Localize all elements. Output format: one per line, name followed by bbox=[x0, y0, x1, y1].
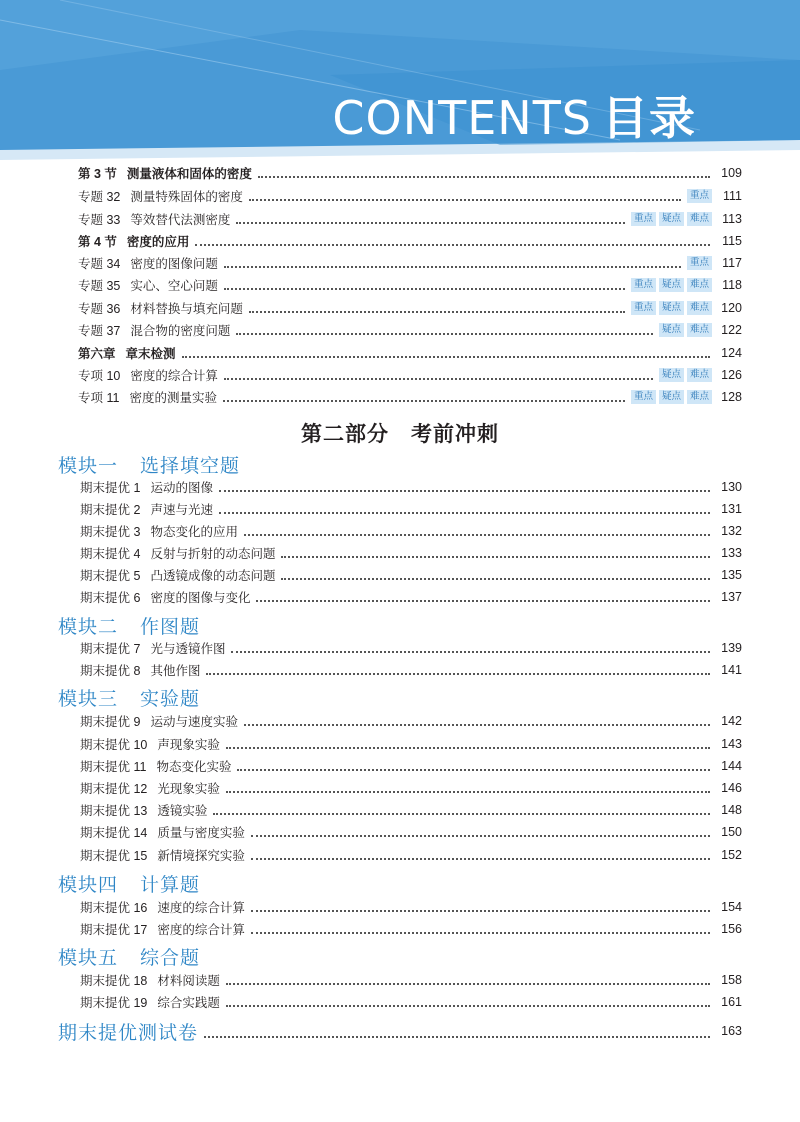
toc-number: 期末提优 6 bbox=[80, 591, 141, 605]
difficulty-tag: 难点 bbox=[687, 368, 712, 382]
leader-dots bbox=[244, 534, 710, 536]
toc-number: 第 3 节 bbox=[78, 167, 117, 181]
tag-group bbox=[631, 278, 712, 292]
toc-row[interactable] bbox=[78, 230, 742, 252]
toc-number: 期末提优 7 bbox=[80, 642, 141, 656]
leader-dots bbox=[182, 356, 710, 358]
toc-row[interactable] bbox=[80, 777, 742, 799]
toc-page-number: 111 bbox=[722, 189, 742, 203]
leader-dots bbox=[224, 266, 681, 268]
toc-page-number: 154 bbox=[721, 900, 742, 914]
toc-number: 专题 33 bbox=[78, 213, 121, 227]
title-latin: CONTENTS bbox=[332, 91, 592, 145]
toc-row[interactable] bbox=[80, 969, 742, 991]
toc-title: 其他作图 bbox=[150, 664, 201, 678]
toc-row[interactable] bbox=[80, 637, 742, 659]
leader-dots bbox=[281, 556, 710, 558]
module-number: 模块四 bbox=[58, 874, 119, 896]
toc-number: 期末提优 14 bbox=[80, 826, 148, 840]
final-test-page: 163 bbox=[721, 1024, 742, 1038]
toc-title: 材料阅读题 bbox=[157, 974, 220, 988]
toc-row[interactable] bbox=[80, 586, 742, 608]
toc-number: 期末提优 12 bbox=[80, 782, 148, 796]
toc-row[interactable] bbox=[80, 498, 742, 520]
toc-page-number: 148 bbox=[721, 803, 742, 817]
difficulty-tag: 难点 bbox=[687, 278, 712, 292]
toc-page-number: 150 bbox=[721, 825, 742, 839]
leader-dots bbox=[244, 724, 710, 726]
toc-page-number: 152 bbox=[721, 848, 742, 862]
toc-title: 密度的图像问题 bbox=[130, 257, 218, 271]
leader-dots bbox=[213, 813, 710, 815]
toc-page-number: 115 bbox=[722, 234, 742, 248]
difficulty-tag: 疑点 bbox=[659, 390, 684, 404]
header-banner bbox=[0, 0, 800, 160]
module-title: 实验题 bbox=[140, 688, 201, 710]
title-chinese: 目录 bbox=[602, 91, 696, 145]
leader-dots bbox=[219, 490, 710, 492]
tag-group bbox=[631, 301, 712, 315]
leader-dots bbox=[251, 858, 710, 860]
difficulty-tag: 疑点 bbox=[659, 301, 684, 315]
difficulty-tag: 疑点 bbox=[659, 278, 684, 292]
toc-number: 期末提优 19 bbox=[80, 996, 148, 1010]
toc-title: 密度的综合计算 bbox=[130, 369, 218, 383]
toc-number: 期末提优 3 bbox=[80, 525, 141, 539]
toc-title: 物态变化的应用 bbox=[150, 525, 238, 539]
toc-page-number: 124 bbox=[721, 346, 742, 360]
toc-number: 专项 10 bbox=[78, 369, 121, 383]
toc-row[interactable] bbox=[80, 821, 742, 843]
toc-title: 光与透镜作图 bbox=[150, 642, 226, 656]
toc-title: 密度的综合计算 bbox=[157, 923, 245, 937]
toc-title: 运动与速度实验 bbox=[150, 715, 238, 729]
toc-title: 测量特殊固体的密度 bbox=[130, 190, 243, 204]
toc-number: 期末提优 8 bbox=[80, 664, 141, 678]
toc-number: 期末提优 5 bbox=[80, 569, 141, 583]
toc-page-number: 122 bbox=[721, 323, 742, 337]
toc-title: 新情境探究实验 bbox=[157, 849, 245, 863]
toc-title: 综合实践题 bbox=[157, 996, 220, 1010]
toc-title: 密度的应用 bbox=[126, 235, 190, 249]
toc-number: 专项 11 bbox=[78, 391, 120, 405]
module-heading[interactable] bbox=[58, 451, 240, 478]
leader-dots bbox=[204, 1036, 710, 1038]
toc-row[interactable] bbox=[80, 733, 742, 755]
toc-number: 期末提优 2 bbox=[80, 503, 141, 517]
toc-number: 期末提优 16 bbox=[80, 901, 148, 915]
toc-title: 测量液体和固体的密度 bbox=[126, 167, 252, 181]
toc-number: 期末提优 9 bbox=[80, 715, 141, 729]
leader-dots bbox=[206, 673, 710, 675]
tag-group bbox=[659, 323, 712, 337]
toc-page-number: 131 bbox=[721, 502, 742, 516]
toc-title: 速度的综合计算 bbox=[157, 901, 245, 915]
toc-row[interactable] bbox=[80, 844, 742, 866]
difficulty-tag: 难点 bbox=[687, 212, 712, 226]
toc-title: 声现象实验 bbox=[157, 738, 220, 752]
difficulty-tag: 重点 bbox=[687, 256, 712, 270]
toc-title: 实心、空心问题 bbox=[130, 279, 218, 293]
final-test-title: 期末提优测试卷 bbox=[58, 1021, 199, 1044]
difficulty-tag: 疑点 bbox=[659, 368, 684, 382]
difficulty-tag: 重点 bbox=[687, 189, 712, 203]
leader-dots bbox=[249, 311, 625, 313]
module-title: 选择填空题 bbox=[140, 455, 241, 477]
toc-row[interactable] bbox=[80, 659, 742, 681]
module-number: 模块五 bbox=[58, 947, 119, 969]
module-title: 作图题 bbox=[140, 616, 201, 638]
toc-page-number: 128 bbox=[721, 390, 742, 404]
toc-row[interactable] bbox=[78, 319, 742, 341]
tag-group bbox=[631, 390, 712, 404]
toc-row[interactable] bbox=[80, 896, 742, 918]
toc-row[interactable] bbox=[80, 564, 742, 586]
part2-heading: 第二部分 考前冲刺 bbox=[301, 422, 499, 446]
difficulty-tag: 重点 bbox=[631, 301, 656, 315]
tag-group bbox=[687, 189, 712, 203]
leader-dots bbox=[251, 835, 710, 837]
toc-row[interactable] bbox=[80, 918, 742, 940]
leader-dots bbox=[226, 983, 710, 985]
toc-title: 物态变化实验 bbox=[156, 760, 232, 774]
leader-dots bbox=[281, 578, 710, 580]
module-heading[interactable] bbox=[58, 943, 200, 970]
toc-page-number: 137 bbox=[721, 590, 742, 604]
toc-page-number: 113 bbox=[722, 212, 742, 226]
leader-dots bbox=[236, 333, 653, 335]
difficulty-tag: 重点 bbox=[631, 212, 656, 226]
toc-page-number: 132 bbox=[721, 524, 742, 538]
leader-dots bbox=[231, 651, 710, 653]
leader-dots bbox=[249, 199, 681, 201]
module-heading[interactable] bbox=[58, 870, 200, 897]
leader-dots bbox=[236, 222, 625, 224]
leader-dots bbox=[224, 288, 625, 290]
leader-dots bbox=[226, 747, 710, 749]
toc-number: 期末提优 10 bbox=[80, 738, 148, 752]
toc-page-number: 109 bbox=[721, 166, 742, 180]
toc-row[interactable] bbox=[80, 991, 742, 1013]
toc-number: 期末提优 1 bbox=[80, 481, 141, 495]
toc-page-number: 144 bbox=[721, 759, 742, 773]
toc-page-number: 141 bbox=[721, 663, 742, 677]
difficulty-tag: 疑点 bbox=[659, 212, 684, 226]
module-title: 综合题 bbox=[140, 947, 201, 969]
toc-row[interactable] bbox=[78, 252, 742, 274]
difficulty-tag: 难点 bbox=[687, 390, 712, 404]
toc-number: 第 4 节 bbox=[78, 235, 117, 249]
toc-title: 运动的图像 bbox=[150, 481, 213, 495]
toc-title: 材料替换与填充问题 bbox=[130, 302, 243, 316]
toc-page-number: 126 bbox=[721, 368, 742, 382]
toc-page-number: 139 bbox=[721, 641, 742, 655]
leader-dots bbox=[226, 1005, 710, 1007]
toc-row[interactable] bbox=[80, 799, 742, 821]
final-test-entry[interactable] bbox=[58, 1018, 742, 1044]
toc-number: 专题 32 bbox=[78, 190, 121, 204]
toc-title: 质量与密度实验 bbox=[157, 826, 245, 840]
leader-dots bbox=[195, 244, 710, 246]
leader-dots bbox=[224, 378, 653, 380]
toc-number: 期末提优 4 bbox=[80, 547, 141, 561]
toc-title: 密度的图像与变化 bbox=[150, 591, 251, 605]
module-number: 模块一 bbox=[58, 455, 119, 477]
leader-dots bbox=[223, 400, 625, 402]
toc-page-number: 161 bbox=[721, 995, 742, 1009]
toc-number: 期末提优 15 bbox=[80, 849, 148, 863]
toc-number: 期末提优 13 bbox=[80, 804, 148, 818]
toc-number: 期末提优 18 bbox=[80, 974, 148, 988]
toc-page-number: 118 bbox=[722, 278, 742, 292]
toc-number: 专题 34 bbox=[78, 257, 121, 271]
module-title: 计算题 bbox=[140, 874, 201, 896]
toc-page-number: 146 bbox=[721, 781, 742, 795]
toc-row[interactable] bbox=[78, 162, 742, 184]
tag-group bbox=[687, 256, 712, 270]
difficulty-tag: 重点 bbox=[631, 390, 656, 404]
toc-number: 专题 36 bbox=[78, 302, 121, 316]
toc-number: 专题 37 bbox=[78, 324, 121, 338]
toc-title: 光现象实验 bbox=[157, 782, 220, 796]
toc-number: 第六章 bbox=[78, 347, 116, 361]
toc-number: 专题 35 bbox=[78, 279, 121, 293]
toc-page-number: 135 bbox=[721, 568, 742, 582]
page-title bbox=[332, 82, 696, 148]
toc-row[interactable] bbox=[78, 364, 742, 386]
toc-row[interactable] bbox=[78, 386, 742, 408]
toc-page-number: 142 bbox=[721, 714, 742, 728]
toc-row[interactable] bbox=[80, 476, 742, 498]
module-number: 模块二 bbox=[58, 616, 119, 638]
toc-number: 期末提优 11 bbox=[80, 760, 147, 774]
difficulty-tag: 重点 bbox=[631, 278, 656, 292]
toc-title: 凸透镜成像的动态问题 bbox=[150, 569, 276, 583]
toc-row[interactable] bbox=[80, 710, 742, 732]
toc-page-number: 156 bbox=[721, 922, 742, 936]
toc-row[interactable] bbox=[80, 542, 742, 564]
toc-page-number: 158 bbox=[721, 973, 742, 987]
toc-number: 期末提优 17 bbox=[80, 923, 148, 937]
module-heading[interactable] bbox=[58, 612, 200, 639]
toc-title: 章末检测 bbox=[125, 347, 176, 361]
toc-title: 反射与折射的动态问题 bbox=[150, 547, 276, 561]
toc-page-number: 133 bbox=[721, 546, 742, 560]
toc-title: 声速与光速 bbox=[150, 503, 213, 517]
toc-row[interactable] bbox=[78, 342, 742, 364]
toc-page-number: 130 bbox=[721, 480, 742, 494]
toc-title: 等效替代法测密度 bbox=[130, 213, 231, 227]
toc-page-number: 143 bbox=[721, 737, 742, 751]
toc-title: 透镜实验 bbox=[157, 804, 208, 818]
toc-row[interactable] bbox=[78, 274, 742, 296]
leader-dots bbox=[251, 910, 710, 912]
toc-page-number: 117 bbox=[722, 256, 742, 270]
toc-row[interactable] bbox=[78, 185, 742, 207]
module-heading[interactable] bbox=[58, 684, 200, 711]
difficulty-tag: 难点 bbox=[687, 323, 712, 337]
tag-group bbox=[659, 368, 712, 382]
difficulty-tag: 难点 bbox=[687, 301, 712, 315]
toc-title: 密度的测量实验 bbox=[129, 391, 217, 405]
toc-row[interactable] bbox=[80, 520, 742, 542]
toc-row[interactable] bbox=[78, 208, 742, 230]
toc-page-number: 120 bbox=[721, 301, 742, 315]
leader-dots bbox=[219, 512, 710, 514]
difficulty-tag: 疑点 bbox=[659, 323, 684, 337]
toc-row[interactable] bbox=[78, 297, 742, 319]
toc-title: 混合物的密度问题 bbox=[130, 324, 231, 338]
tag-group bbox=[631, 212, 712, 226]
leader-dots bbox=[251, 932, 710, 934]
leader-dots bbox=[256, 600, 710, 602]
leader-dots bbox=[237, 769, 710, 771]
toc-row[interactable] bbox=[80, 755, 742, 777]
leader-dots bbox=[226, 791, 710, 793]
module-number: 模块三 bbox=[58, 688, 119, 710]
leader-dots bbox=[258, 176, 710, 178]
